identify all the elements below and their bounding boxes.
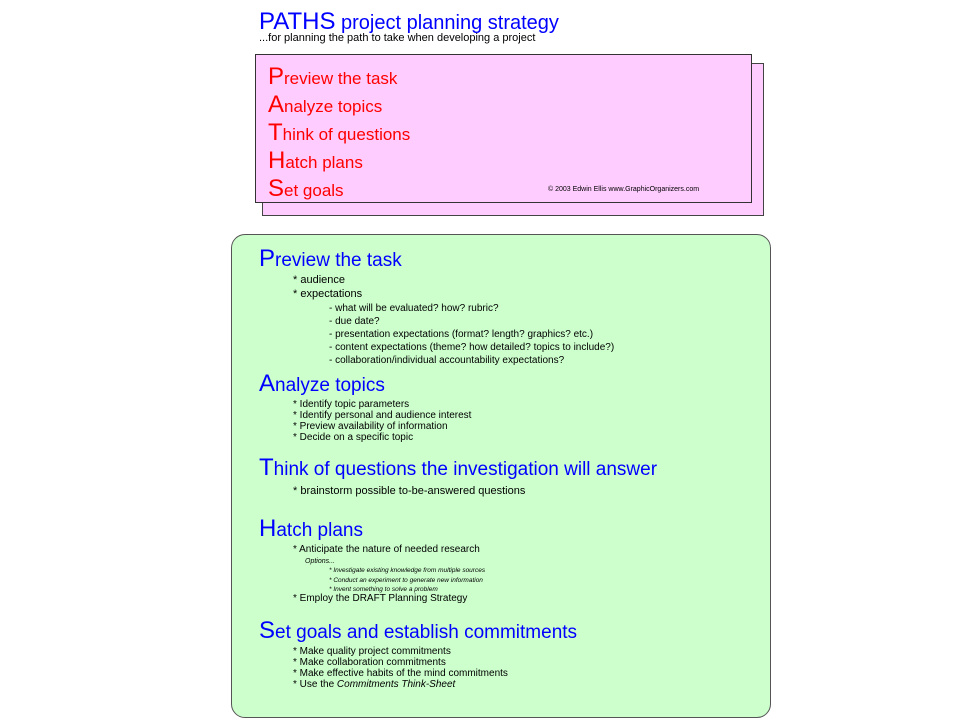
list-item: * Preview availability of information (293, 421, 448, 432)
details-panel (231, 234, 771, 718)
list-item: * Identify topic parameters (293, 399, 410, 410)
letter-t: T (268, 119, 283, 146)
summary-line-text: nalyze topics (284, 97, 383, 116)
list-item: * Identify personal and audience interest (293, 410, 472, 421)
summary-line-text: review the task (284, 69, 398, 88)
summary-line-analyze (268, 91, 382, 122)
option-item: * Conduct an experiment to generate new information (329, 577, 483, 584)
list-item: * Make collaboration commitments (293, 657, 446, 668)
letter-h: H (268, 147, 286, 174)
summary-line-text: atch plans (285, 153, 363, 172)
section-heading-analyze (259, 370, 385, 401)
summary-line-text: et goals (284, 181, 344, 200)
summary-line-hatch (268, 147, 363, 178)
section-heading-text: atch plans (276, 520, 363, 541)
list-item: * Employ the DRAFT Planning Strategy (293, 593, 468, 604)
letter-p: P (268, 63, 285, 90)
options-label: Options... (305, 558, 335, 565)
section-heading-text: hink of questions the investigation will answer (273, 459, 658, 480)
sub-list-item: - due date? (329, 316, 380, 327)
subtitle: ...for planning the path to take when developing a project (259, 32, 536, 44)
list-item: * Anticipate the nature of needed research (293, 544, 480, 555)
section-heading-set-goals (259, 617, 577, 648)
section-heading-text: nalyze topics (275, 375, 385, 396)
summary-line-text: hink of questions (282, 125, 411, 144)
option-item: * Invent something to solve a problem (329, 586, 438, 593)
letter-h: H (259, 515, 277, 542)
list-item (293, 679, 455, 690)
think-sheet-title: Commitments Think-Sheet (336, 679, 456, 690)
list-item: * Decide on a specific topic (293, 432, 414, 443)
copyright-notice: © 2003 Edwin Ellis www.GraphicOrganizers.com (548, 186, 700, 193)
list-item: * expectations (293, 288, 363, 300)
letter-s: S (259, 617, 276, 644)
summary-line-preview (268, 63, 397, 94)
section-heading-think (259, 454, 657, 485)
title-rest: project planning strategy (335, 12, 559, 34)
letter-s: S (268, 175, 285, 202)
option-item: * Investigate existing knowledge from multiple sources (329, 567, 486, 574)
letter-a: A (259, 370, 276, 397)
letter-t: T (259, 454, 274, 481)
list-item-prefix: * Use the (293, 679, 337, 690)
summary-line-think (268, 119, 410, 150)
sub-list-item: - collaboration/individual accountability expectations? (329, 355, 565, 366)
summary-line-set (268, 175, 344, 206)
letter-a: A (268, 91, 285, 118)
title-acronym: PATHS (259, 8, 336, 35)
section-heading-hatch (259, 515, 363, 546)
list-item: * brainstorm possible to-be-answered questions (293, 485, 526, 497)
sub-list-item: - what will be evaluated? how? rubric? (329, 303, 499, 314)
letter-p: P (259, 245, 276, 272)
list-item: * Make effective habits of the mind commitments (293, 668, 508, 679)
section-heading-text: et goals and establish commitments (275, 622, 578, 643)
list-item: * audience (293, 274, 345, 286)
sub-list-item: - content expectations (theme? how detailed? topics to include?) (329, 342, 615, 353)
section-heading-text: review the task (275, 250, 402, 271)
summary-card (255, 54, 752, 203)
sub-list-item: - presentation expectations (format? length? graphics? etc.) (329, 329, 594, 340)
section-heading-preview (259, 245, 402, 276)
list-item: * Make quality project commitments (293, 646, 451, 657)
